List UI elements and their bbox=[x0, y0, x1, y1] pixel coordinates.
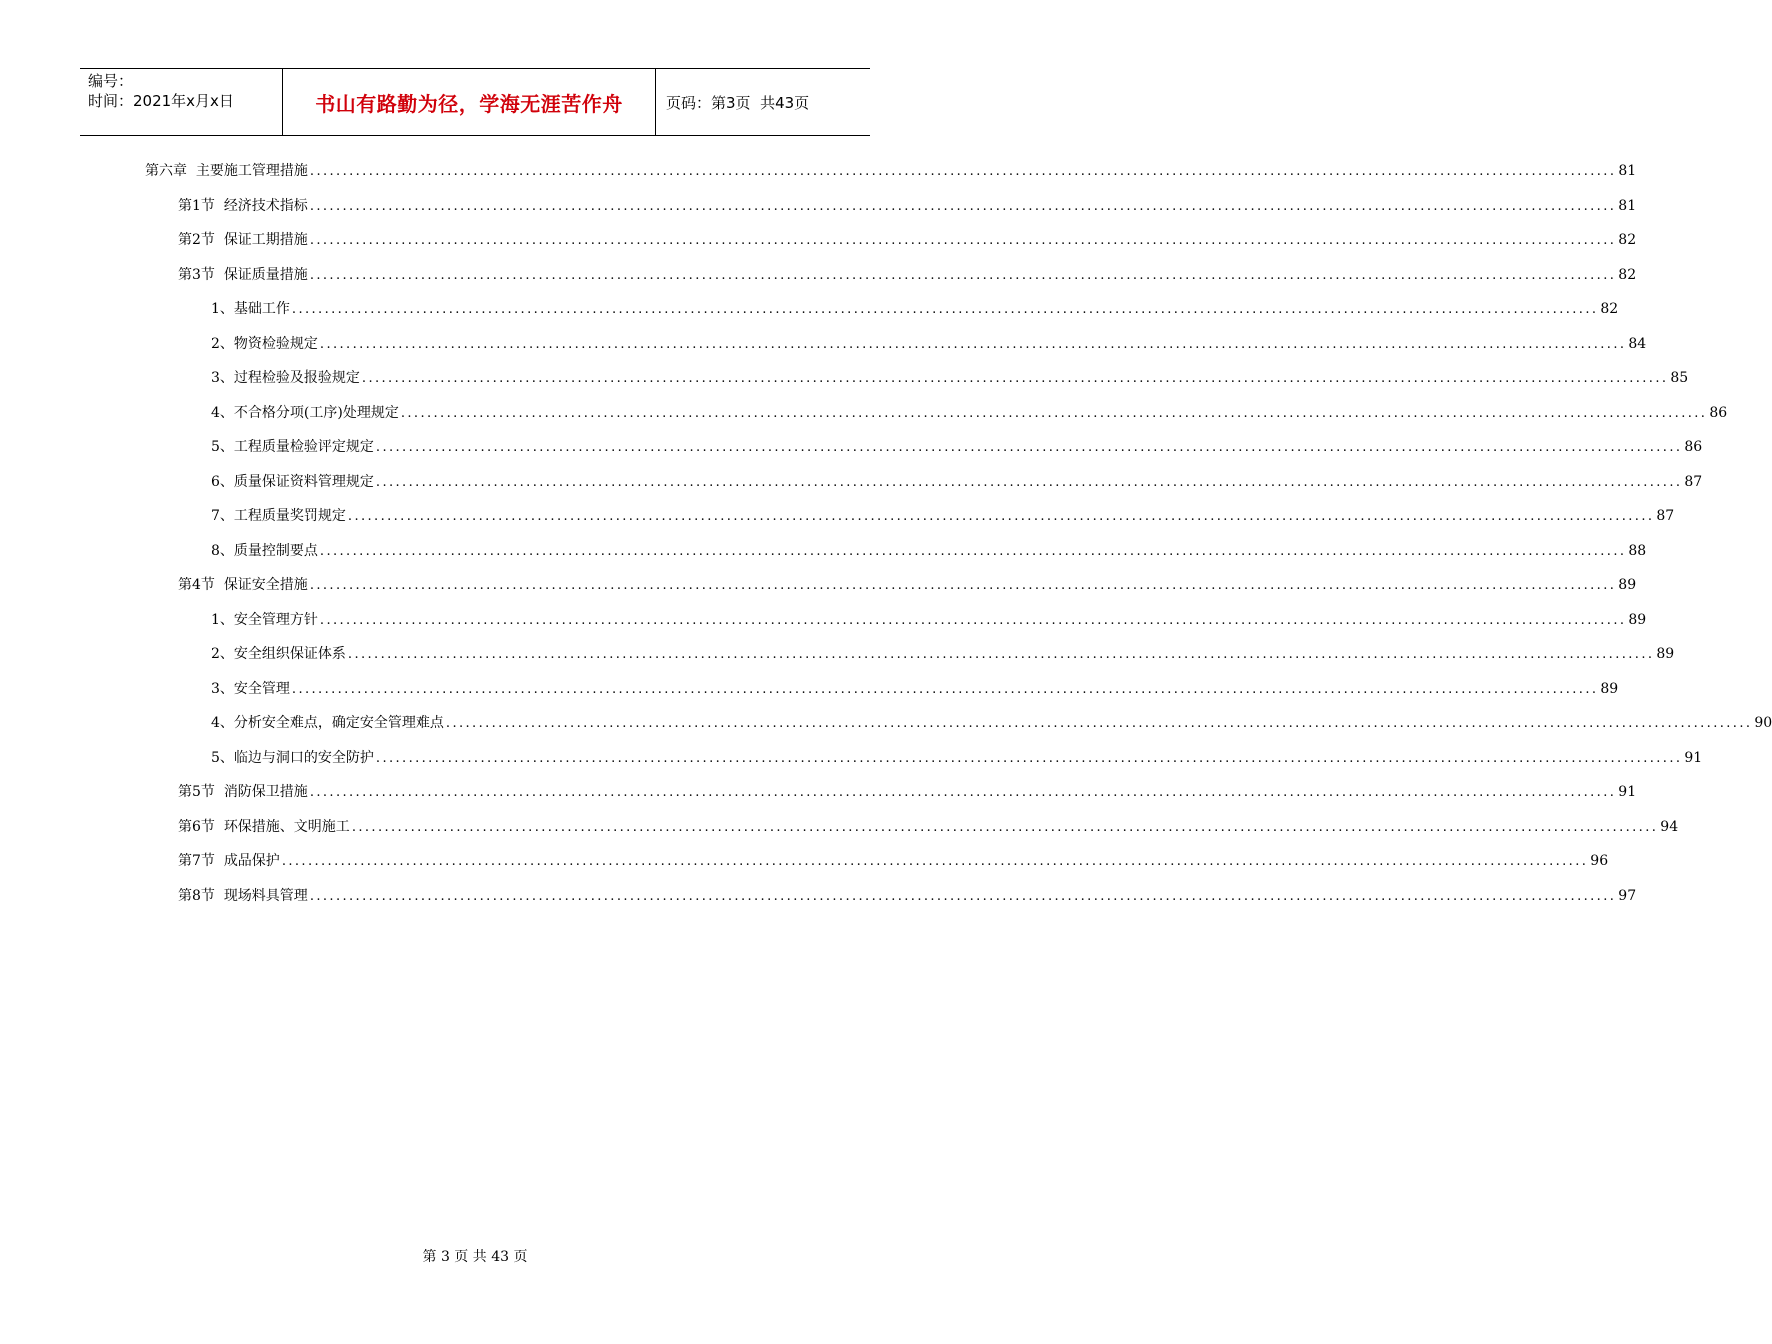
toc-entry[interactable] bbox=[178, 258, 1637, 293]
toc-dot-leader: ........................................................................................................................................................................................................ bbox=[291, 302, 1599, 317]
toc-entry-title: 过程检验及报验规定 bbox=[233, 370, 360, 386]
toc-entry[interactable] bbox=[178, 879, 1637, 914]
toc-entry[interactable] bbox=[211, 603, 1647, 638]
toc-entry[interactable] bbox=[178, 844, 1609, 879]
motto-text: 书山有路勤为径，学海无涯苦作舟 bbox=[315, 91, 623, 116]
toc-entry-title: 保证工期措施 bbox=[223, 232, 308, 248]
toc-entry-number: 第六章 bbox=[145, 163, 196, 179]
toc-dot-leader: ........................................................................................................................................................................................................ bbox=[281, 854, 1589, 869]
toc-dot-leader: ........................................................................................................................................................................................................ bbox=[375, 750, 1683, 766]
toc-entry-page: 82 bbox=[1618, 232, 1637, 248]
toc-entry-title: 临边与洞口的安全防护 bbox=[233, 749, 374, 766]
toc-entry-number: 1、 bbox=[211, 611, 234, 628]
toc-entry-number: 7、 bbox=[211, 508, 234, 524]
toc-entry[interactable] bbox=[211, 361, 1689, 396]
toc-entry-page: 85 bbox=[1670, 370, 1689, 386]
toc-entry-number: 3、 bbox=[211, 680, 234, 697]
toc-entry-page: 82 bbox=[1600, 301, 1619, 317]
header-page-info bbox=[656, 69, 870, 135]
toc-entry-title: 工程质量奖罚规定 bbox=[233, 508, 346, 524]
toc-entry-page: 96 bbox=[1590, 853, 1609, 869]
toc-entry-page: 94 bbox=[1660, 818, 1679, 835]
toc-entry-number: 第7节 bbox=[178, 853, 224, 869]
toc-entry[interactable] bbox=[211, 637, 1675, 672]
toc-entry-title: 安全管理方针 bbox=[233, 611, 318, 628]
toc-dot-leader: ........................................................................................................................................................................................................ bbox=[445, 716, 1753, 731]
toc-entry-title: 分析安全难点，确定安全管理难点 bbox=[233, 715, 444, 731]
toc-entry[interactable] bbox=[178, 223, 1637, 258]
toc-dot-leader: ........................................................................................................................................................................................................ bbox=[347, 647, 1655, 662]
toc-entry[interactable] bbox=[211, 396, 1728, 431]
toc-entry-title: 主要施工管理措施 bbox=[195, 163, 308, 179]
toc-entry-page: 97 bbox=[1618, 887, 1637, 904]
toc-entry-page: 91 bbox=[1618, 784, 1637, 800]
toc-entry-page: 86 bbox=[1684, 439, 1703, 455]
toc-entry-title: 环保措施、文明施工 bbox=[223, 818, 350, 835]
toc-dot-leader: ........................................................................................................................................................................................................ bbox=[309, 888, 1617, 904]
toc-entry-page: 86 bbox=[1709, 404, 1728, 421]
toc-entry[interactable] bbox=[211, 465, 1703, 500]
toc-entry-page: 87 bbox=[1684, 473, 1703, 490]
toc-entry-page: 91 bbox=[1684, 749, 1703, 766]
toc-dot-leader: ........................................................................................................................................................................................................ bbox=[309, 164, 1617, 179]
page-footer: 第 3 页 共 43 页 bbox=[422, 1249, 528, 1265]
toc-dot-leader: ........................................................................................................................................................................................................ bbox=[351, 819, 1659, 835]
toc-entry-number: 第1节 bbox=[178, 197, 224, 214]
serial-label: 编号： bbox=[88, 72, 134, 90]
toc-entry-title: 质量控制要点 bbox=[233, 542, 318, 559]
toc-dot-leader: ........................................................................................................................................................................................................ bbox=[375, 440, 1683, 455]
toc-entry-title: 基础工作 bbox=[233, 301, 290, 317]
toc-entry-page: 90 bbox=[1754, 715, 1772, 731]
toc-entry-title: 工程质量检验评定规定 bbox=[233, 439, 374, 455]
toc-entry[interactable] bbox=[145, 154, 1637, 189]
toc-entry-number: 第6节 bbox=[178, 818, 224, 835]
toc-entry-title: 保证安全措施 bbox=[223, 577, 308, 593]
toc-entry[interactable] bbox=[211, 706, 1772, 741]
toc-entry-number: 5、 bbox=[211, 749, 234, 766]
toc-entry-number: 第8节 bbox=[178, 887, 224, 904]
toc-dot-leader: ........................................................................................................................................................................................................ bbox=[309, 785, 1617, 800]
toc-dot-leader: ........................................................................................................................................................................................................ bbox=[309, 267, 1617, 283]
toc-entry-page: 87 bbox=[1656, 508, 1675, 524]
toc-entry-title: 安全管理 bbox=[233, 680, 290, 697]
toc-entry-title: 经济技术指标 bbox=[223, 197, 308, 214]
toc-entry-title: 现场料具管理 bbox=[223, 887, 308, 904]
toc-dot-leader: ........................................................................................................................................................................................................ bbox=[291, 681, 1599, 697]
toc-entry[interactable] bbox=[211, 672, 1619, 707]
toc-entry-number: 第5节 bbox=[178, 784, 224, 800]
toc-entry-title: 质量保证资料管理规定 bbox=[233, 473, 374, 490]
toc-entry-page: 89 bbox=[1600, 680, 1619, 697]
toc-entry-number: 8、 bbox=[211, 542, 234, 559]
toc-entry-title: 安全组织保证体系 bbox=[233, 646, 346, 662]
toc-entry-number: 1、 bbox=[211, 301, 234, 317]
toc-entry[interactable] bbox=[178, 189, 1637, 224]
toc-entry-page: 88 bbox=[1628, 542, 1647, 559]
page-label: 页码：第3页 共43页 bbox=[666, 93, 810, 112]
toc-entry-number: 4、 bbox=[211, 715, 234, 731]
page-header bbox=[80, 68, 870, 136]
toc-dot-leader: ........................................................................................................................................................................................................ bbox=[309, 198, 1617, 214]
toc-entry-number: 3、 bbox=[211, 370, 234, 386]
toc-entry[interactable] bbox=[178, 810, 1679, 845]
toc-entry-title: 消防保卫措施 bbox=[223, 784, 308, 800]
toc-entry-number: 5、 bbox=[211, 439, 234, 455]
toc-entry-page: 82 bbox=[1618, 266, 1637, 283]
toc-dot-leader: ........................................................................................................................................................................................................ bbox=[319, 612, 1627, 628]
toc-entry-number: 6、 bbox=[211, 473, 234, 490]
toc-entry-title: 成品保护 bbox=[223, 853, 280, 869]
toc-entry[interactable] bbox=[211, 499, 1675, 534]
toc-entry-number: 第3节 bbox=[178, 266, 224, 283]
toc-entry-number: 2、 bbox=[211, 646, 234, 662]
toc-entry-number: 2、 bbox=[211, 335, 234, 352]
toc-dot-leader: ........................................................................................................................................................................................................ bbox=[361, 371, 1669, 386]
toc-entry-title: 保证质量措施 bbox=[223, 266, 308, 283]
toc-entry-page: 89 bbox=[1618, 577, 1637, 593]
toc-entry-page: 89 bbox=[1656, 646, 1675, 662]
toc-dot-leader: ........................................................................................................................................................................................................ bbox=[309, 233, 1617, 248]
toc-entry[interactable] bbox=[211, 534, 1647, 569]
toc-dot-leader: ........................................................................................................................................................................................................ bbox=[347, 509, 1655, 524]
toc-entry-page: 81 bbox=[1618, 197, 1637, 214]
toc-entry[interactable] bbox=[211, 327, 1647, 362]
toc-entry[interactable] bbox=[178, 568, 1637, 603]
toc-entry-page: 84 bbox=[1628, 335, 1647, 352]
toc-entry[interactable] bbox=[211, 430, 1703, 465]
toc-entry[interactable] bbox=[211, 292, 1619, 327]
toc-entry-number: 4、 bbox=[211, 404, 234, 421]
toc-dot-leader: ........................................................................................................................................................................................................ bbox=[375, 474, 1683, 490]
header-motto bbox=[282, 69, 656, 135]
toc-entry-number: 第2节 bbox=[178, 232, 224, 248]
header-info bbox=[80, 69, 282, 135]
toc-entry[interactable] bbox=[211, 741, 1703, 776]
toc-dot-leader: ........................................................................................................................................................................................................ bbox=[309, 578, 1617, 593]
time-label: 时间：2021年x月x日 bbox=[88, 92, 234, 110]
toc-entry-page: 89 bbox=[1628, 611, 1647, 628]
toc-entry-page: 81 bbox=[1618, 163, 1637, 179]
toc-entry-title: 不合格分项(工序)处理规定 bbox=[233, 404, 399, 421]
toc-dot-leader: ........................................................................................................................................................................................................ bbox=[319, 336, 1627, 352]
toc-entry-title: 物资检验规定 bbox=[233, 335, 318, 352]
toc-dot-leader: ........................................................................................................................................................................................................ bbox=[400, 405, 1708, 421]
toc-entry-number: 第4节 bbox=[178, 577, 224, 593]
toc-dot-leader: ........................................................................................................................................................................................................ bbox=[319, 543, 1627, 559]
toc-entry[interactable] bbox=[178, 775, 1637, 810]
